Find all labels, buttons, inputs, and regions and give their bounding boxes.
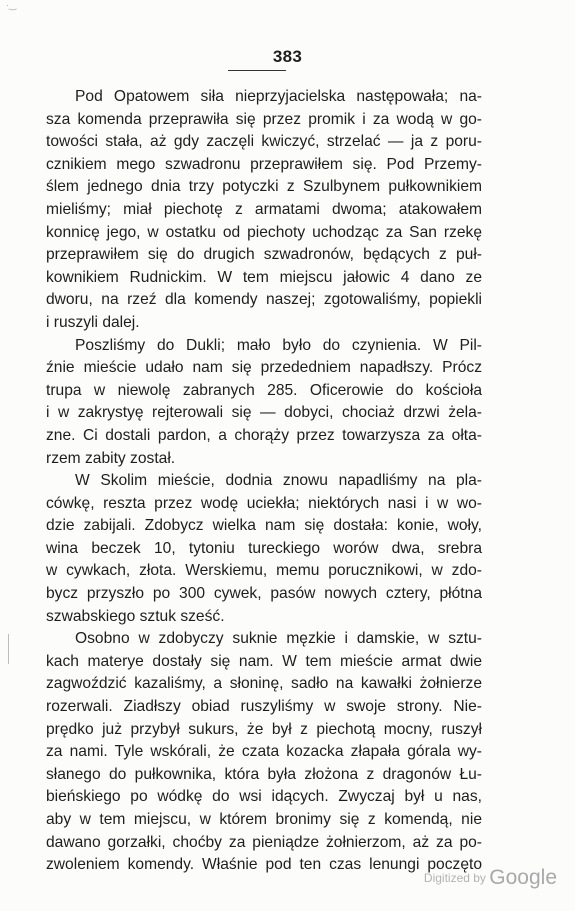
text-line: i ruszyli dalej. — [46, 313, 140, 331]
text-line: cówkę, reszta przez wodę uciekła; niektórych nasi i w wo- — [46, 494, 482, 512]
watermark-brand: Google — [489, 866, 557, 889]
page-number-rule — [228, 70, 286, 71]
text-line: za nami. Tyle wskórali, że czata kozacka złapała górala wy- — [46, 743, 482, 761]
text-line: trupa w niewolę zabranych 285. Oficerowie do kościoła — [46, 381, 482, 399]
text-line: szwabskiego sztuk sześć. — [46, 607, 225, 625]
text-line: przeprawiłem się do drugich szwadronów, będących z puł- — [46, 246, 482, 264]
text-line: aby w tem miejscu, w którem bronimy się z komendą, nie — [46, 811, 482, 828]
text-line: ślem jednego dnia trzy potyczki z Szulbynem pułkownikiem — [46, 178, 482, 196]
text-line: wina beczek 10, tytoniu tureckiego worów dwa, srebra — [46, 539, 482, 557]
text-line: dzie zabijali. Zdobycz wielka nam się dostała: konie, woły, — [46, 517, 482, 535]
body-text — [46, 86, 482, 877]
page-number: 383 — [272, 47, 303, 66]
text-line: kach materye dostały się nam. W tem mieście armat dwie — [46, 652, 482, 670]
text-line: dawano gorzałki, choćby za pieniądze żołnierzom, aż za po- — [46, 833, 482, 851]
text-line: źnie mieście udało nam się przededniem napadłszy. Prócz — [46, 359, 482, 377]
text-line: i w zakrystyę rejterowali się — dobyci, chociaż drzwi żela- — [46, 404, 482, 422]
text-line: bieńskiego po wódkę do wsi idących. Zwyczaj był u nas, — [46, 788, 482, 806]
text-line: W Skolim mieście, dodnia znowu napadliśmy na pla- — [75, 472, 482, 490]
text-line: dworu, na rzeź dla komendy naszej; zgotowaliśmy, popiekli — [46, 291, 482, 309]
text-line: zwoleniem komendy. Właśnie pod ten czas lenungi poczęto — [46, 856, 482, 874]
text-line: rzem zabity został. — [46, 449, 176, 467]
text-line: słanego do pułkownika, która była złożona z dragonów Łu- — [46, 765, 482, 783]
text-line: rozerwali. Ziadłszy obiad ruszyliśmy w swoje strony. Nie- — [46, 698, 482, 716]
text-line: towości stała, aż gdy zaczęli kwiczyć, strzelać — ja z poru- — [46, 133, 482, 151]
watermark-prefix: Digitized by — [423, 871, 486, 885]
text-line: sza komenda przeprawiła się przez promik i za wodą w go- — [46, 110, 482, 128]
text-line: Poszliśmy do Dukli; mało było do czynienia. W Pil- — [75, 336, 482, 354]
text-line: konnicę jego, w ostatku od piechoty uchodząc za San rzekę — [46, 223, 482, 241]
corner-scan-mark: ·‿ — [6, 0, 17, 10]
digitized-watermark — [424, 866, 557, 890]
text-line: zagwoździć kazaliśmy, a słoninę, sadło na kawałki żołnierze — [46, 675, 482, 693]
text-line: prędko już przybył sukurs, że był z piechotą mocny, ruszył — [46, 720, 482, 738]
text-line: w cywkach, złota. Werskiemu, memu porucznikowi, w zdo- — [46, 562, 482, 580]
text-line: mieliśmy; miał piechotę z armatami dwoma; atakowałem — [46, 200, 482, 218]
text-line: cznikiem mego szwadronu przeprawiłem się. Pod Przemy- — [46, 155, 482, 173]
text-line: kownikiem Rudnickim. W tem miejscu jałowic 4 dano ze — [46, 268, 482, 286]
text-line: Osobno w zdobyczy suknie męzkie i damskie, w sztu- — [75, 630, 482, 648]
text-line: bycz przyszło po 300 cywek, pasów nowych cztery, płótna — [46, 585, 482, 603]
text-line: Pod Opatowem siła nieprzyjacielska następowała; na- — [75, 88, 482, 105]
margin-mark — [8, 634, 9, 664]
text-line: zne. Ci dostali pardon, a chorąży przez towarzysza za ołta- — [46, 426, 482, 444]
